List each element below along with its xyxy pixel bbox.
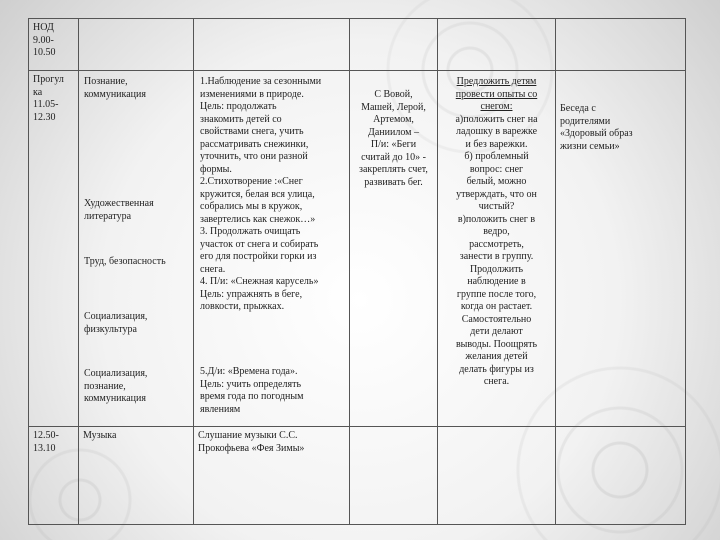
individual-cell	[350, 427, 438, 525]
area-label: Социализация, познание, коммуникация	[84, 368, 148, 404]
area-cell	[79, 19, 194, 71]
activities-cell	[194, 19, 350, 71]
activities-main-text: 1.Наблюдение за сезонными изменениями в природе. Цель: продолжать знакомить детей со свойствами снега, учить рассматривать снежинки, уточнить, что они разной формы. 2.Стихотворение :«Снег кружится, белая вся улица, собрались мы в кружок, завертелись как снежок…» 3. Продолжать очищать участок от снега и собирать его для постройки горки из снега. 4. П/и: «Снежная карусель» Цель: упражнять в беге, ловкости, прыжках.	[200, 76, 322, 312]
activities-cell	[194, 71, 350, 427]
time-cell: Прогул ка 11.05- 12.30	[29, 71, 79, 427]
individual-cell: С Вовой, Машей, Лерой, Артемом, Даниилом – П/и: «Беги считай до 10» - закреплять счет, развивать бег.	[350, 71, 438, 427]
table-row-walk	[29, 71, 686, 427]
parents-cell: Беседа с родителями «Здоровый образ жизни семьи»	[556, 71, 686, 427]
time-cell: 12.50- 13.10	[29, 427, 79, 525]
area-cell: Музыка	[79, 427, 194, 525]
time-cell: НОД 9.00- 10.50	[29, 19, 79, 71]
area-label: Познание, коммуникация	[84, 76, 146, 100]
parents-cell	[556, 19, 686, 71]
area-label: Художественная литература	[84, 198, 154, 222]
area-label: Социализация, физкультура	[84, 311, 148, 335]
environment-cell	[438, 71, 556, 427]
environment-cell	[438, 427, 556, 525]
areas-cell	[79, 71, 194, 427]
schedule-table	[28, 18, 686, 525]
area-label: Труд, безопасность	[84, 256, 166, 267]
table-row-music	[29, 427, 686, 525]
activities-cell: Слушание музыки С.С. Прокофьева «Фея Зимы»	[194, 427, 350, 525]
environment-cell	[438, 19, 556, 71]
table-row-nod	[29, 19, 686, 71]
individual-cell	[350, 19, 438, 71]
parents-cell	[556, 427, 686, 525]
environment-heading: Предложить детям провести опыты со снегом:	[455, 76, 538, 112]
activities-game-text: 5.Д/и: «Времена года». Цель: учить определять время года по погодным явлениям	[200, 366, 304, 415]
environment-text: а)положить снег на ладошку в варежке и без варежки. б) проблемный вопрос: снег белый, можно утверждать, что он чистый? в)положить снег в ведро, рассмотреть, занести в группу. Продолжить наблюдение в группе после того, когда он растает. Самостоятельно дети делают выводы. Поощрять желания детей делать фигуры из снега.	[455, 113, 538, 387]
